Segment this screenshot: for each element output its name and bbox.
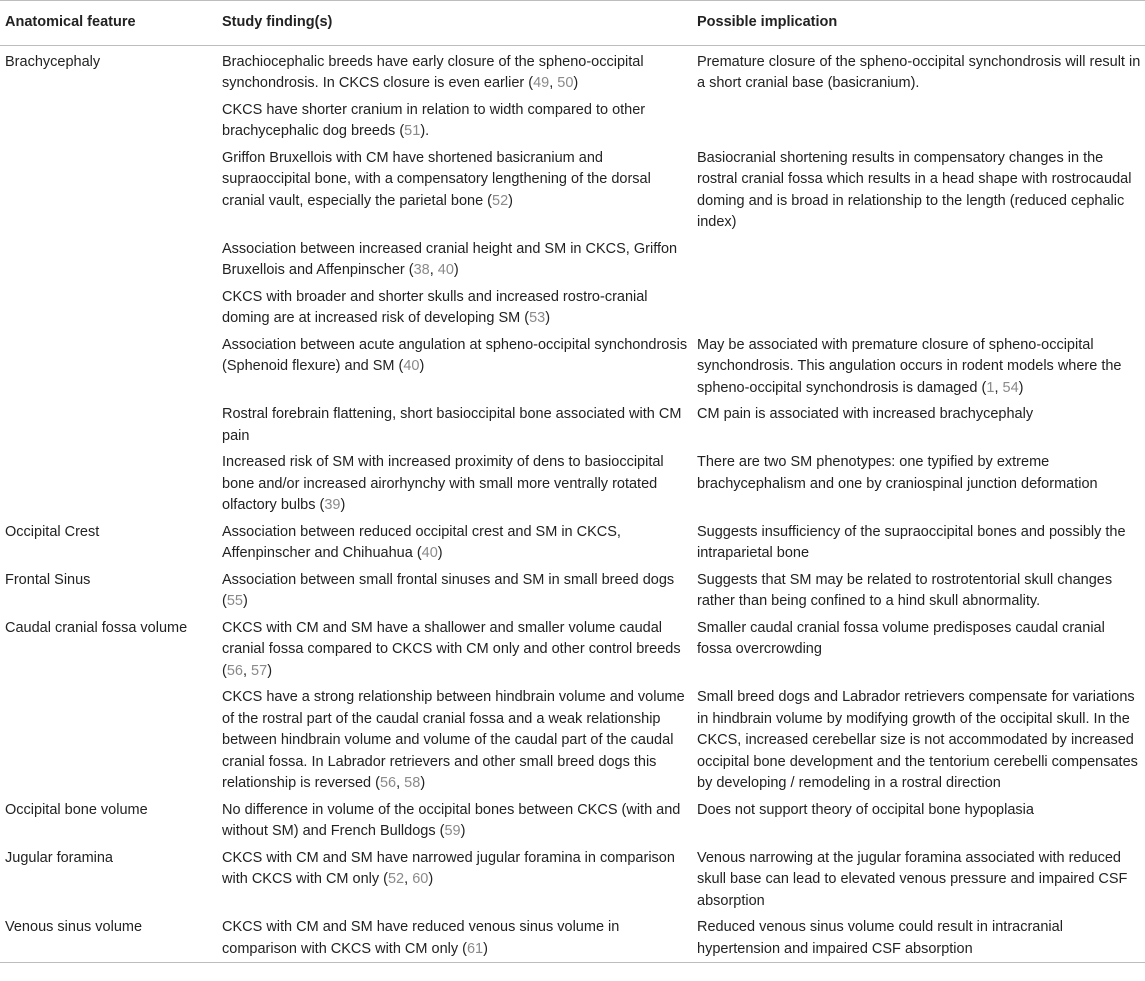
possible-implication-text: Does not support theory of occipital bone hypoplasia — [697, 801, 1034, 818]
study-finding-cell — [222, 285, 697, 333]
study-finding-end: ) — [419, 358, 425, 374]
study-finding-text: CKCS have a strong relationship between hindbrain volume and volume of the rostral part of the caudal cranial fossa and a weak relationship between hindbrain volume and volume of the caudal part of the caudal cranial fossa. In Labrador retrievers and other small breed dogs this relationship is reversed ( — [222, 689, 685, 791]
study-finding-end: ) — [267, 662, 273, 679]
study-finding-text: Griffon Bruxellois with CM have shortened basicranium and supraoccipital bone, with a compensatory lengthening of the dorsal cranial vault, especially the parietal bone ( — [222, 149, 651, 209]
reference-link[interactable]: 60 — [412, 871, 429, 887]
study-finding-text: CKCS with CM and SM have reduced venous sinus volume in comparison with CKCS with CM only ( — [222, 919, 620, 957]
study-finding-text: Brachiocephalic breeds have early closure of the spheno-occipital synchondrosis. In CKCS closure is even earlier ( — [222, 53, 644, 91]
study-finding-cell — [222, 146, 697, 237]
study-finding-text: Association between small frontal sinuses and SM in small breed dogs ( — [222, 571, 675, 609]
possible-implication-cell — [697, 915, 1145, 963]
study-finding-cell — [222, 333, 697, 403]
table-row — [0, 45, 1145, 98]
possible-implication-cell — [697, 98, 1145, 146]
possible-implication-text: Small breed dogs and Labrador retrievers compensate for variations in hindbrain volume by modifying growth of the occipital skull. In the CKCS, increased cerebellar size is not accommodated by increased occipital bone development and the tentorium cerebelli compensates by developing / remodeling in a rostral direction — [697, 689, 1138, 791]
reference-separator: , — [549, 75, 558, 91]
possible-implication-cell — [697, 685, 1145, 798]
reference-link[interactable]: 1 — [986, 379, 995, 396]
study-finding-end: ) — [508, 192, 513, 209]
reference-link[interactable]: 40 — [403, 358, 420, 374]
reference-link[interactable]: 53 — [529, 310, 546, 326]
study-finding-end: ) — [573, 75, 579, 91]
anatomical-feature-cell — [0, 146, 222, 237]
reference-separator: , — [242, 662, 252, 679]
possible-implication-cell — [697, 402, 1145, 450]
anatomical-feature-cell: Occipital Crest — [5, 523, 100, 540]
possible-implication-cell — [697, 333, 1145, 403]
study-finding-text: Association between increased cranial height and SM in CKCS, Griffon Bruxellois and Affenpinscher ( — [222, 240, 678, 278]
possible-implication-cell — [697, 45, 1145, 98]
study-finding-end: ) — [242, 593, 248, 609]
reference-link[interactable]: 57 — [251, 662, 268, 679]
table-row — [0, 846, 1145, 916]
possible-implication-text: Basiocranial shortening results in compensatory changes in the rostral cranial fossa which results in a head shape with rostrocaudal doming and is broad in relationship to the length (reduced cephalic index) — [697, 149, 1132, 230]
reference-separator: , — [429, 262, 438, 278]
possible-implication-text: Reduced venous sinus volume could result in intracranial hypertension and impaired CSF absorption — [697, 919, 1063, 957]
study-finding-text: No difference in volume of the occipital bones between CKCS (with and without SM) and French Bulldogs ( — [222, 801, 681, 839]
possible-implication-text: Premature closure of the spheno-occipital synchondrosis will result in a short cranial base (basicranium). — [697, 53, 1141, 91]
study-finding-cell — [222, 450, 697, 520]
possible-implication-text: Suggests insufficiency of the supraoccipital bones and possibly the intraparietal bone — [697, 523, 1126, 561]
reference-link[interactable]: 58 — [404, 775, 421, 791]
table-row — [0, 333, 1145, 403]
possible-implication-text: CM pain is associated with increased brachycephaly — [697, 406, 1034, 422]
study-finding-text: Association between reduced occipital crest and SM in CKCS, Affenpinscher and Chihuahua ( — [222, 523, 621, 561]
anatomical-feature-cell: Occipital bone volume — [5, 801, 148, 818]
table-row — [0, 798, 1145, 846]
anatomical-feature-cell — [0, 450, 222, 520]
study-finding-cell — [222, 915, 697, 963]
table-row — [0, 568, 1145, 616]
anatomical-feature-cell: Jugular foramina — [5, 849, 113, 866]
anatomical-feature-cell: Caudal cranial fossa volume — [5, 619, 188, 636]
anatomical-feature-cell: Venous sinus volume — [5, 919, 143, 935]
anatomical-feature-cell — [0, 285, 222, 333]
study-finding-cell — [222, 798, 697, 846]
study-finding-end: ) — [460, 823, 466, 839]
reference-link[interactable]: 52 — [492, 192, 509, 209]
table-row — [0, 685, 1145, 798]
study-finding-text: CKCS with CM and SM have narrowed jugular foramina in comparison with CKCS with CM only ( — [222, 849, 675, 887]
table-header-row — [0, 1, 1145, 46]
reference-link[interactable]: 54 — [1002, 379, 1019, 396]
study-finding-cell — [222, 237, 697, 285]
reference-link[interactable]: 59 — [444, 823, 461, 839]
study-finding-text: CKCS have shorter cranium in relation to width compared to other brachycephalic dog breeds ( — [222, 101, 646, 139]
possible-implication-cell — [697, 568, 1145, 616]
study-finding-text: Association between acute angulation at spheno-occipital synchondrosis (Sphenoid flexure) and SM ( — [222, 336, 688, 374]
anatomical-feature-cell — [0, 237, 222, 285]
table-row — [0, 520, 1145, 568]
study-finding-text: CKCS with broader and shorter skulls and increased rostro-cranial doming are at increased risk of developing SM ( — [222, 288, 648, 326]
study-finding-cell — [222, 45, 697, 98]
possible-implication-cell — [697, 237, 1145, 285]
table-row — [0, 285, 1145, 333]
possible-implication-cell — [697, 146, 1145, 237]
study-finding-cell — [222, 402, 697, 450]
reference-link[interactable]: 40 — [421, 545, 438, 561]
possible-implication-text: Venous narrowing at the jugular foramina associated with reduced skull base can lead to elevated venous pressure and impaired CSF absorption — [697, 849, 1128, 909]
reference-link[interactable]: 39 — [324, 497, 341, 513]
study-finding-cell — [222, 846, 697, 916]
study-finding-cell — [222, 685, 697, 798]
reference-separator: , — [994, 379, 1003, 396]
anatomical-feature-cell: Frontal Sinus — [5, 571, 91, 588]
study-finding-end: ) — [483, 940, 488, 957]
table-row — [0, 450, 1145, 520]
anatomical-feature-cell — [0, 685, 222, 798]
study-finding-text: CKCS with CM and SM have a shallower and smaller volume caudal cranial fossa compared to CKCS with CM only and other control breeds ( — [222, 619, 681, 679]
reference-link[interactable]: 52 — [387, 871, 405, 887]
header-anatomical-feature: Anatomical feature — [5, 14, 136, 30]
anatomical-feature-cell: Brachycephaly — [5, 53, 101, 70]
possible-implication-text: May be associated with premature closure of spheno-occipital synchondrosis. This angulation occurs in rodent models where the spheno-occipital synchondrosis is damaged ( — [697, 336, 1122, 396]
study-finding-end: ). — [420, 123, 430, 139]
possible-implication-cell — [697, 846, 1145, 916]
possible-implication-end: ) — [1018, 379, 1024, 396]
possible-implication-text: Suggests that SM may be related to rostrotentorial skull changes rather than being confined to a hind skull abnormality. — [697, 571, 1113, 609]
reference-link[interactable]: 40 — [437, 262, 454, 278]
possible-implication-cell — [697, 285, 1145, 333]
reference-link[interactable]: 56 — [379, 775, 397, 791]
anatomical-feature-cell — [0, 98, 222, 146]
table-row — [0, 402, 1145, 450]
anatomical-feature-cell — [0, 402, 222, 450]
study-finding-end: ) — [420, 775, 426, 791]
reference-link[interactable]: 56 — [226, 662, 243, 679]
table-row — [0, 915, 1145, 963]
header-study-findings: Study finding(s) — [222, 14, 333, 30]
reference-link[interactable]: 61 — [466, 940, 484, 957]
study-finding-end: ) — [340, 497, 346, 513]
study-finding-cell — [222, 520, 697, 568]
possible-implication-text: There are two SM phenotypes: one typified by extreme brachycephalism and one by craniospinal junction deformation — [697, 454, 1098, 492]
reference-link[interactable]: 51 — [404, 123, 421, 139]
anatomical-feature-cell — [0, 333, 222, 403]
reference-link[interactable]: 55 — [226, 593, 243, 609]
reference-link[interactable]: 50 — [557, 75, 574, 91]
study-finding-cell — [222, 98, 697, 146]
study-finding-end: ) — [545, 310, 551, 326]
possible-implication-cell — [697, 520, 1145, 568]
possible-implication-cell — [697, 616, 1145, 686]
table-row — [0, 237, 1145, 285]
study-finding-text: Increased risk of SM with increased proximity of dens to basioccipital bone and/or increased airorhynchy with small more ventrally rotated olfactory bulbs ( — [222, 454, 664, 513]
reference-link[interactable]: 49 — [533, 75, 550, 91]
reference-separator: , — [396, 775, 405, 791]
study-finding-end: ) — [428, 871, 434, 887]
table-row — [0, 146, 1145, 237]
possible-implication-text: Smaller caudal cranial fossa volume predisposes caudal cranial fossa overcrowding — [697, 619, 1105, 657]
study-finding-end: ) — [453, 262, 459, 278]
possible-implication-cell — [697, 450, 1145, 520]
reference-separator: , — [404, 871, 413, 887]
study-finding-text: Rostral forebrain flattening, short basioccipital bone associated with CM pain — [222, 406, 682, 444]
reference-link[interactable]: 38 — [413, 262, 430, 278]
table-row — [0, 616, 1145, 686]
study-finding-cell — [222, 568, 697, 616]
study-finding-cell — [222, 616, 697, 686]
study-finding-end: ) — [437, 545, 443, 561]
header-possible-implication: Possible implication — [697, 14, 838, 30]
possible-implication-cell — [697, 798, 1145, 846]
table-row — [0, 98, 1145, 146]
